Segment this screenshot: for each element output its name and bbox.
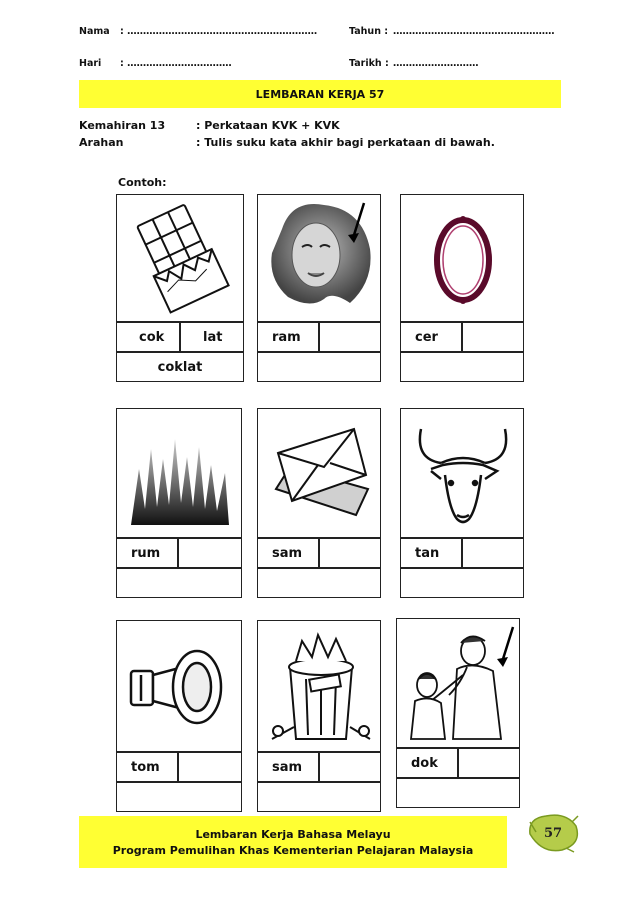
page-number-badge <box>526 812 580 854</box>
worksheet-title: LEMBARAN KERJA 57 <box>79 80 561 108</box>
combined-word-box[interactable] <box>396 778 520 808</box>
envelope-picture <box>264 419 376 529</box>
syllable-box: sam <box>257 752 319 782</box>
page-number: 57 <box>543 825 563 841</box>
doctor-patient-picture <box>401 623 517 745</box>
picture-card <box>116 620 242 752</box>
answer-box[interactable] <box>178 538 242 568</box>
syllable-box: cer <box>400 322 462 352</box>
combined-word-box[interactable]: coklat <box>116 352 244 382</box>
combined-word-box[interactable] <box>257 568 381 598</box>
skill-value: : Perkataan KVK + KVK <box>196 119 340 132</box>
picture-card <box>396 618 520 748</box>
footer-line-1: Lembaran Kerja Bahasa Melayu <box>195 828 391 841</box>
footer-band <box>79 816 507 868</box>
mirror-frame-picture <box>413 205 513 315</box>
instruction-label: Arahan <box>79 136 124 149</box>
nama-label: Nama <box>79 26 110 37</box>
woman-hair-picture <box>262 199 378 319</box>
answer-box[interactable] <box>462 322 524 352</box>
skill-label: Kemahiran 13 <box>79 119 166 132</box>
chocolate-bar-picture <box>125 203 237 315</box>
picture-card <box>400 408 524 538</box>
answer-box[interactable] <box>319 752 381 782</box>
hari-field[interactable]: : …………………………… <box>120 58 232 69</box>
answer-box[interactable] <box>458 748 520 778</box>
tarikh-label: Tarikh : <box>349 58 389 69</box>
picture-card <box>400 194 524 322</box>
syllable-box: dok <box>396 748 458 778</box>
combined-word-box[interactable] <box>257 782 381 812</box>
answer-box[interactable] <box>319 538 381 568</box>
answer-box[interactable] <box>319 322 381 352</box>
combined-word-box[interactable] <box>400 568 524 598</box>
footer-line-2: Program Pemulihan Khas Kementerian Pelajaran Malaysia <box>112 844 474 857</box>
trash-bin-picture <box>266 627 376 747</box>
nama-field[interactable]: : …………………………………………………… <box>120 26 318 37</box>
picture-card <box>257 194 381 322</box>
picture-card <box>257 408 381 538</box>
picture-card <box>116 408 242 538</box>
tahun-label: Tahun : <box>349 26 389 37</box>
picture-card <box>257 620 381 752</box>
tahun-field[interactable]: …………………………………………… <box>393 26 555 37</box>
answer-box[interactable] <box>462 538 524 568</box>
instruction-value: : Tulis suku kata akhir bagi perkataan di bawah. <box>196 136 495 149</box>
answer-box-filled[interactable]: lat <box>180 322 244 352</box>
tarikh-field[interactable]: ……………………… <box>393 58 479 69</box>
grass-picture <box>125 429 235 529</box>
syllable-box: cok <box>116 322 180 352</box>
syllable-box: ram <box>257 322 319 352</box>
combined-word-box[interactable] <box>400 352 524 382</box>
answer-box[interactable] <box>178 752 242 782</box>
hari-label: Hari <box>79 58 102 69</box>
syllable-box: tan <box>400 538 462 568</box>
syllable-box: rum <box>116 538 178 568</box>
door-knob-picture <box>127 637 233 737</box>
syllable-box: sam <box>257 538 319 568</box>
combined-word-box[interactable] <box>116 568 242 598</box>
picture-card <box>116 194 244 322</box>
combined-word-box[interactable] <box>257 352 381 382</box>
combined-word-box[interactable] <box>116 782 242 812</box>
example-label: Contoh: <box>118 176 167 189</box>
buffalo-horns-picture <box>411 419 515 531</box>
syllable-box: tom <box>116 752 178 782</box>
